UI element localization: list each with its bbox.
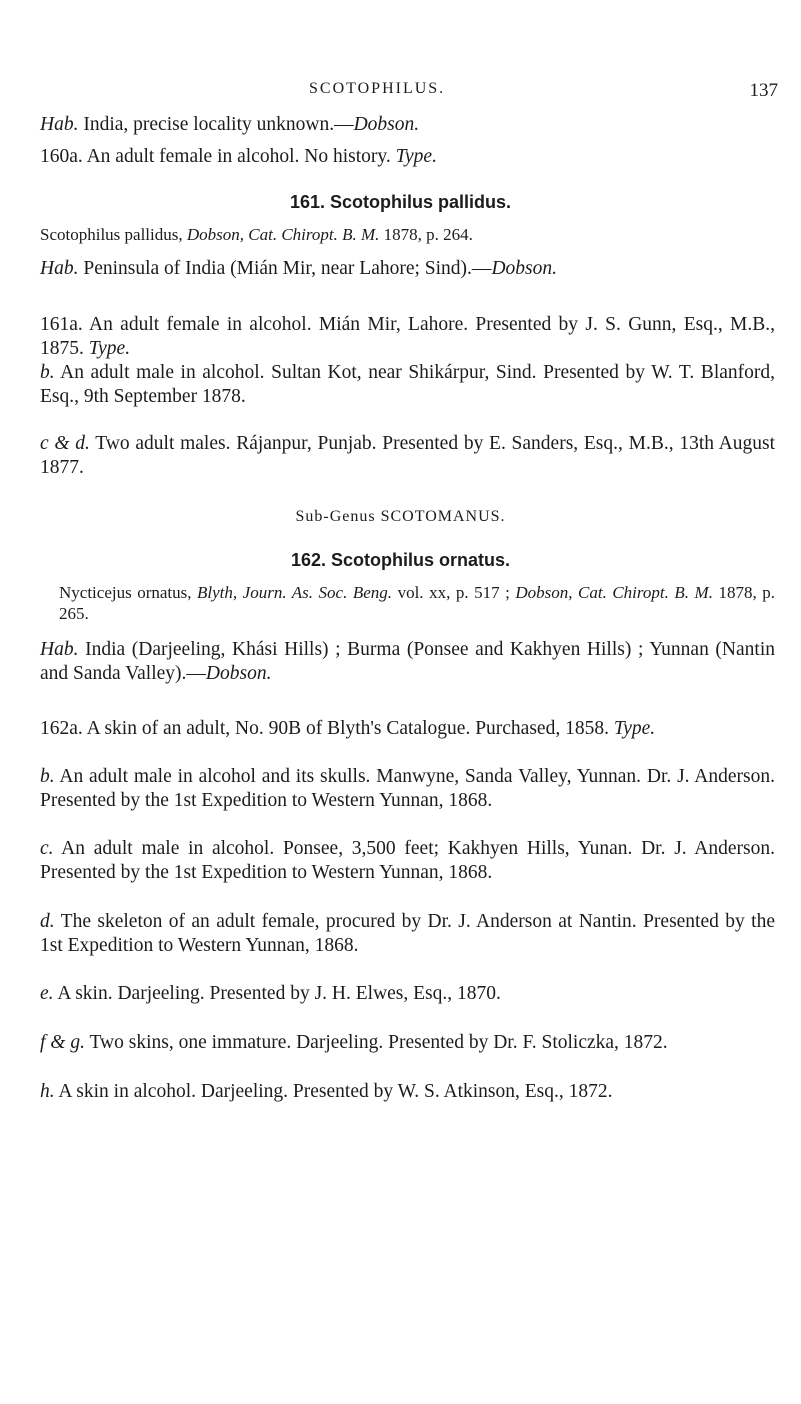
synonym-reference: Dobson, Cat. Chiropt. B. M.	[186, 225, 380, 244]
hab-author: Dobson.	[205, 662, 272, 684]
specimen-162d	[40, 910, 775, 957]
specimen-162fg	[40, 1031, 775, 1055]
specimen-letter: h.	[40, 1081, 55, 1102]
specimen-letter: c & d.	[40, 433, 90, 454]
page-number: 137	[749, 80, 778, 101]
specimen-letter: c.	[40, 838, 54, 859]
synonym-page: 1878, p. 265.	[59, 583, 775, 623]
specimen-text: Two adult males. Rájanpur, Punjab. Presented by E. Sanders, Esq., M.B., 13th August 1877.	[40, 433, 775, 478]
specimen-text: A skin in alcohol. Darjeeling. Presented by W. S. Atkinson, Esq., 1872.	[54, 1081, 613, 1102]
specimen-text: The skeleton of an adult female, procured by Dr. J. Anderson at Nantin. Presented by the 1st Expedition to Western Yunnan, 1868.	[40, 911, 775, 956]
specimen-letter: d.	[40, 911, 55, 932]
hab-label: Hab.	[40, 258, 79, 279]
hab-label: Hab.	[40, 114, 79, 135]
specimen-text: A skin. Darjeeling. Presented by J. H. Elwes, Esq., 1870.	[53, 983, 501, 1004]
specimen-161b	[40, 361, 775, 408]
specimen-text: An adult male in alcohol. Sultan Kot, near Shikárpur, Sind. Presented by W. T. Blanford, Esq., 9th September 1878.	[40, 362, 775, 407]
type-label: Type.	[395, 146, 437, 167]
specimen-160a	[40, 145, 775, 169]
specimen-161a	[40, 313, 775, 360]
specimen-162c	[40, 837, 775, 884]
specimen-text: 162a. A skin of an adult, No. 90B of Blyth's Catalogue. Purchased, 1858.	[40, 718, 614, 739]
hab-text: Peninsula of India (Mián Mir, near Lahore; Sind).—	[78, 258, 492, 279]
hab-paragraph-162	[40, 638, 775, 685]
hab-author: Dobson.	[353, 114, 420, 135]
specimen-162e	[40, 982, 775, 1006]
species-heading-162: 162. Scotophilus ornatus.	[290, 550, 511, 570]
specimen-letter: f & g.	[40, 1032, 85, 1053]
specimen-letter: e.	[40, 983, 54, 1004]
specimen-161cd	[40, 432, 775, 479]
subgenus-heading: Sub-Genus SCOTOMANUS.	[295, 508, 506, 525]
species-heading-161: 161. Scotophilus pallidus.	[289, 192, 512, 212]
specimen-text: An adult male in alcohol and its skulls. Manwyne, Sanda Valley, Yunnan. Dr. J. Anderson. Presented by the 1st Expedition to Western Yunnan, 1868.	[40, 766, 775, 811]
specimen-text: Two skins, one immature. Darjeeling. Presented by Dr. F. Stoliczka, 1872.	[84, 1032, 668, 1053]
type-label: Type.	[88, 337, 131, 359]
specimen-text: 161a. An adult female in alcohol. Mián Mir, Lahore. Presented by J. S. Gunn, Esq., M.B., 1875.	[40, 314, 775, 359]
specimen-letter: b.	[40, 362, 55, 383]
page-header	[0, 80, 801, 106]
synonym-reference: Dobson, Cat. Chiropt. B. M.	[515, 583, 713, 602]
specimen-text: 160a. An adult female in alcohol. No history.	[40, 146, 396, 167]
hab-text: India, precise locality unknown.—	[78, 114, 354, 135]
specimen-162a	[40, 717, 775, 741]
hab-text: India (Darjeeling, Khási Hills) ; Burma (Ponsee and Kakhyen Hills) ; Yunnan (Nantin and Sanda Valley).—	[40, 639, 775, 684]
synonym-volume: vol. xx, p. 517 ;	[392, 583, 516, 602]
specimen-162h	[40, 1080, 775, 1104]
synonymy-162	[40, 582, 775, 624]
synonym-reference: Blyth, Journ. As. Soc. Beng.	[197, 583, 393, 602]
specimen-text: An adult male in alcohol. Ponsee, 3,500 feet; Kakhyen Hills, Yunan. Dr. J. Anderson. Presented by the 1st Expedition to Western Yunnan, 1868.	[40, 838, 775, 883]
hab-paragraph-160	[40, 113, 775, 137]
hab-author: Dobson.	[491, 258, 557, 279]
synonym-page: 1878, p. 264.	[379, 225, 473, 244]
running-title: SCOTOPHILUS.	[309, 80, 446, 97]
synonym-name: Nycticejus ornatus,	[59, 583, 198, 602]
type-label: Type.	[613, 718, 656, 739]
synonymy-161	[40, 224, 775, 245]
hab-label: Hab.	[40, 639, 79, 660]
specimen-letter: b.	[40, 766, 55, 787]
synonym-name: Scotophilus pallidus,	[40, 225, 187, 244]
hab-paragraph-161	[40, 257, 775, 281]
specimen-162b	[40, 765, 775, 812]
